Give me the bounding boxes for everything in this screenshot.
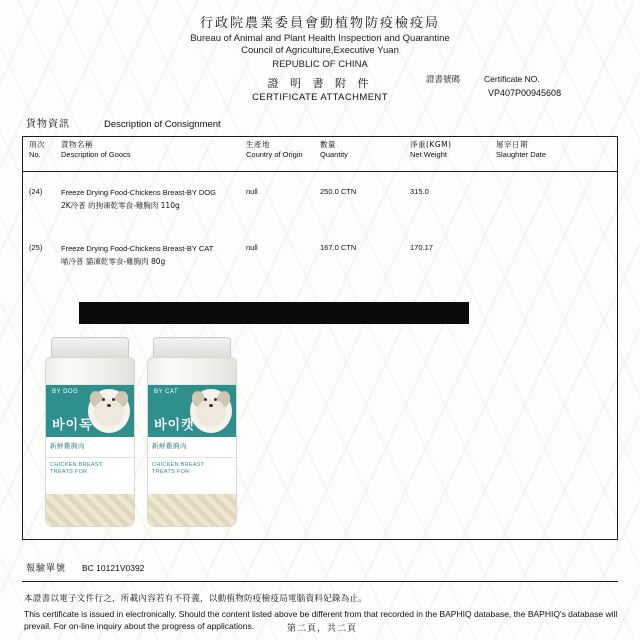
redaction-bar <box>79 302 469 324</box>
product-label <box>148 384 236 493</box>
product-en-line2: TREATS FOR <box>152 469 190 475</box>
row-no: (25) <box>29 243 43 252</box>
col-net-weight-cn: 淨重(KGM) <box>410 140 452 149</box>
row-description <box>55 186 240 212</box>
table-row <box>23 186 617 212</box>
product-en-desc <box>50 462 103 476</box>
cat-eye-left <box>204 398 207 401</box>
col-no-en: No. <box>29 150 41 159</box>
product-en-line2: TREATS FOR <box>50 469 88 475</box>
page-number: 第二頁，共二頁 <box>286 624 357 634</box>
row-description-cn: 喵冷普 貓凍乾零食-雞胸肉 80g <box>61 257 166 266</box>
product-photos <box>41 327 281 527</box>
certificate-no-label-cn: 證書號碼 <box>426 75 461 85</box>
col-slaughter-date-cn: 屠宰日期 <box>496 140 528 149</box>
row-quantity: 250.0 CTN <box>320 187 357 196</box>
product-en-line1: CHICKEN BREAST <box>152 462 205 468</box>
consignment-label-cn: 貨物資訊 <box>26 119 70 130</box>
product-en-desc <box>152 462 205 476</box>
col-slaughter-date <box>490 137 568 171</box>
row-slaughter-date <box>490 242 568 268</box>
agency-name-cn: 行政院農業委員會動植物防疫檢疫局 <box>199 16 440 31</box>
agency-name-en-line2: Council of Agriculture,Executive Yuan <box>241 45 399 56</box>
row-net-weight: 315.0 <box>410 187 429 196</box>
col-no <box>23 137 55 171</box>
product-label <box>46 384 134 493</box>
col-origin-en: Country of Origin <box>246 150 303 159</box>
col-description-en: Description of Goocs <box>61 150 131 159</box>
consignment-heading <box>22 115 618 130</box>
footer-note-cn: 本證書以電子文件行之，所載內容若有不符義，以動植物防疫檢疫局電腦資料妃錄為止。 <box>24 594 368 604</box>
certificate-no-value: VP407P00945608 <box>488 88 562 98</box>
registration-label: 報驗單號 <box>26 564 67 574</box>
label-bottom-panel <box>46 457 134 494</box>
certificate-no-label-en: Certificate NO. <box>484 74 540 84</box>
row-slaughter-date <box>490 186 568 212</box>
row-description <box>55 242 240 268</box>
label-bottom-panel <box>148 457 236 494</box>
col-quantity-cn: 數量 <box>320 140 336 149</box>
product-subtitle-cn: 新鮮雞胸肉 <box>152 442 187 450</box>
row-origin: null <box>246 187 258 196</box>
col-quantity-en: Quantity <box>320 150 348 159</box>
col-description-cn: 貨物名稱 <box>61 140 93 149</box>
col-description <box>55 137 240 171</box>
document-header <box>22 12 618 71</box>
product-name-korean: 바이독 <box>52 418 93 433</box>
registration-row <box>26 561 144 574</box>
col-slaughter-date-en: Slaughter Date <box>496 150 547 159</box>
cat-nose <box>209 404 213 407</box>
label-mid-panel <box>46 437 134 457</box>
dog-eye-left <box>102 398 105 401</box>
row-origin: null <box>246 243 258 252</box>
product-name-korean: 바이캣 <box>154 418 195 433</box>
col-net-weight-en: Net Weight <box>410 150 447 159</box>
table-row <box>23 242 617 268</box>
footer-note-en: This certificate is issued in electronically. Should the content listed above be different from that recorded in the BAPHIQ database, the BAPHIQ's database will prevail. For on-line inquiry about the progress of applications. <box>24 609 618 631</box>
certificate-title-row <box>22 75 618 105</box>
product-subtitle-cn: 新鮮雞胸肉 <box>50 442 85 450</box>
row-description-en: Freeze Drying Food-Chickens Breast-BY DOG <box>61 188 216 197</box>
row-quantity: 167.0 CTN <box>320 243 357 252</box>
product-jar-cat <box>143 337 239 527</box>
col-quantity <box>314 137 404 171</box>
dog-eye-right <box>112 398 115 401</box>
col-origin <box>240 137 314 171</box>
consignment-label-en: Description of Consignment <box>104 119 221 130</box>
product-jar-dog <box>41 337 137 527</box>
jar-body <box>147 357 237 527</box>
product-en-line1: CHICKEN BREAST <box>50 462 103 468</box>
jar-body <box>45 357 135 527</box>
document-footer <box>24 593 620 632</box>
certificate-title-cn: 證 明 書 附 件 <box>267 77 373 90</box>
certificate-number-block <box>426 73 616 98</box>
cat-eye-right <box>214 398 217 401</box>
row-net-weight: 170.17 <box>410 243 433 252</box>
row-description-en: Freeze Drying Food-Chickens Breast-BY CAT <box>61 244 214 253</box>
col-origin-cn: 生產地 <box>246 140 270 149</box>
goods-table <box>22 136 618 540</box>
label-mid-panel <box>148 437 236 457</box>
registration-value: BC 10121V0392 <box>82 562 145 573</box>
brand-mark: BY CAT <box>154 389 179 395</box>
row-description-cn: 2K冷普 的狗凍乾零食-雞胸肉 110g <box>61 201 180 210</box>
brand-mark: BY DOG <box>52 389 79 395</box>
table-header-row <box>23 137 617 172</box>
col-net-weight <box>404 137 490 171</box>
dog-nose <box>107 404 111 407</box>
country-line: REPUBLIC OF CHINA <box>272 59 368 70</box>
footer-divider <box>22 581 618 582</box>
label-top-panel <box>46 385 134 437</box>
row-no: (24) <box>29 187 43 196</box>
certificate-title-en: CERTIFICATE ATTACHMENT <box>252 92 388 103</box>
agency-name-en-line1: Bureau of Animal and Plant Health Inspection and Quarantine <box>190 33 450 44</box>
dog-illustration-icon <box>88 389 130 433</box>
col-no-cn: 項次 <box>29 140 45 149</box>
label-top-panel <box>148 385 236 437</box>
cat-illustration-icon <box>190 389 232 433</box>
